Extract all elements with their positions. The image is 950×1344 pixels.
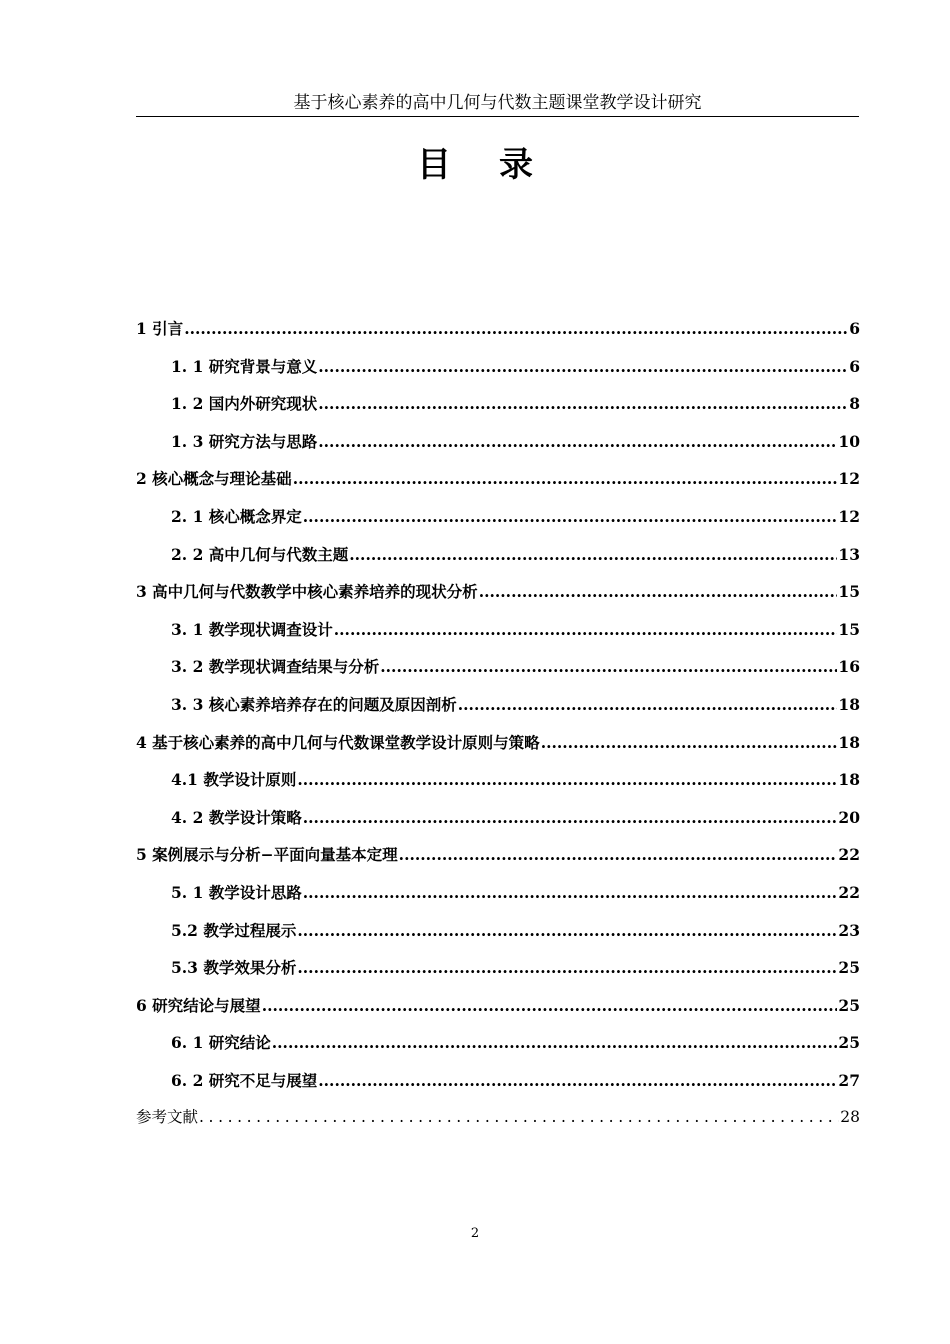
toc-entry-section-5-1[interactable] bbox=[136, 874, 860, 912]
page-title: 目录 bbox=[417, 145, 581, 185]
toc-entry-section-5-3[interactable] bbox=[136, 949, 860, 987]
toc-leader-dots bbox=[318, 385, 848, 423]
toc-leader-dots bbox=[262, 987, 838, 1025]
toc-entry-page: 22 bbox=[838, 882, 860, 902]
toc-leader-dots bbox=[184, 310, 848, 348]
toc-entry-section-4-2[interactable] bbox=[136, 799, 860, 837]
toc-leader-dots bbox=[297, 761, 837, 799]
toc-entry-label: 4 基于核心素养的高中几何与代数课堂教学设计原则与策略 bbox=[136, 732, 540, 752]
toc-entry-page: 22 bbox=[838, 845, 860, 865]
toc-entry-label: 5. 1 教学设计思路 bbox=[171, 882, 302, 902]
toc-leader-dots bbox=[334, 611, 838, 649]
toc-leader-dots bbox=[318, 423, 837, 461]
toc-entry-section-1-3[interactable] bbox=[136, 423, 860, 461]
toc-entry-label: 4.1 教学设计原则 bbox=[171, 770, 297, 790]
toc-entry-section-3-3[interactable] bbox=[136, 686, 860, 724]
toc-leader-dots bbox=[541, 724, 838, 762]
toc-entry-page: 18 bbox=[838, 770, 860, 790]
toc-entry-page: 10 bbox=[838, 431, 860, 451]
toc-entry-page: 25 bbox=[838, 1033, 860, 1053]
toc-leader-dots bbox=[293, 460, 838, 498]
toc-entry-label: 3. 1 教学现状调查设计 bbox=[171, 619, 333, 639]
toc-entry-label: 1. 3 研究方法与思路 bbox=[171, 431, 318, 451]
toc-entry-section-4-1[interactable] bbox=[136, 761, 860, 799]
toc-entry-label: 2. 1 核心概念界定 bbox=[171, 506, 302, 526]
toc-entry-chapter-2[interactable] bbox=[136, 460, 860, 498]
toc-entry-label: 2. 2 高中几何与代数主题 bbox=[171, 544, 349, 564]
toc-entry-label: 4. 2 教学设计策略 bbox=[171, 807, 302, 827]
toc-leader-dots bbox=[272, 1024, 838, 1062]
table-of-contents bbox=[136, 310, 860, 1137]
toc-entry-section-2-2[interactable] bbox=[136, 536, 860, 574]
toc-leader-dots bbox=[303, 498, 838, 536]
toc-leader-dots bbox=[380, 648, 837, 686]
toc-entry-page: 13 bbox=[838, 544, 860, 564]
toc-entry-page: 8 bbox=[849, 394, 860, 414]
toc-entry-page: 18 bbox=[838, 694, 860, 714]
toc-entry-page: 12 bbox=[838, 506, 860, 526]
toc-entry-page: 12 bbox=[838, 469, 860, 489]
toc-entry-section-6-2[interactable] bbox=[136, 1062, 860, 1100]
toc-entry-page: 28 bbox=[840, 1108, 860, 1127]
toc-entry-page: 27 bbox=[838, 1070, 860, 1090]
running-header: 基于核心素养的高中几何与代数主题课堂教学设计研究 bbox=[293, 93, 702, 113]
toc-entry-section-1-1[interactable] bbox=[136, 348, 860, 386]
toc-entry-label: 5.3 教学效果分析 bbox=[171, 958, 297, 978]
toc-entry-section-3-2[interactable] bbox=[136, 648, 860, 686]
toc-entry-label: 5.2 教学过程展示 bbox=[171, 920, 297, 940]
toc-entry-label: 1 引言 bbox=[136, 319, 184, 338]
toc-entry-chapter-5[interactable] bbox=[136, 836, 860, 874]
toc-entry-page: 18 bbox=[838, 732, 860, 752]
toc-entry-label: 3. 2 教学现状调查结果与分析 bbox=[171, 657, 380, 677]
toc-leader-dots bbox=[399, 836, 838, 874]
toc-entry-label: 6. 2 研究不足与展望 bbox=[171, 1070, 318, 1090]
toc-entry-section-1-2[interactable] bbox=[136, 385, 860, 423]
toc-entry-page: 20 bbox=[838, 807, 860, 827]
toc-entry-section-3-1[interactable] bbox=[136, 611, 860, 649]
toc-leader-dots bbox=[318, 1062, 837, 1100]
toc-leader-dots bbox=[199, 1099, 839, 1137]
toc-entry-page: 23 bbox=[838, 920, 860, 940]
toc-entry-label: 3 高中几何与代数教学中核心素养培养的现状分析 bbox=[136, 582, 478, 602]
toc-entry-section-6-1[interactable] bbox=[136, 1024, 860, 1062]
toc-entry-page: 6 bbox=[849, 319, 860, 338]
toc-entry-label: 5 案例展示与分析−平面向量基本定理 bbox=[136, 845, 398, 865]
toc-entry-page: 25 bbox=[838, 995, 860, 1015]
toc-entry-section-5-2[interactable] bbox=[136, 912, 860, 950]
toc-leader-dots bbox=[297, 949, 837, 987]
toc-entry-label: 6 研究结论与展望 bbox=[136, 995, 261, 1015]
toc-entry-page: 25 bbox=[838, 958, 860, 978]
toc-entry-label: 1. 2 国内外研究现状 bbox=[171, 394, 318, 414]
toc-entry-chapter-4[interactable] bbox=[136, 724, 860, 762]
toc-leader-dots bbox=[349, 536, 837, 574]
header-rule bbox=[136, 116, 859, 117]
toc-entry-label: 6. 1 研究结论 bbox=[171, 1033, 271, 1053]
toc-entry-label: 2 核心概念与理论基础 bbox=[136, 469, 292, 489]
toc-entry-page: 15 bbox=[838, 619, 860, 639]
toc-leader-dots bbox=[479, 573, 838, 611]
page-number: 2 bbox=[470, 1226, 480, 1241]
toc-entry-label: 参考文献 bbox=[136, 1108, 199, 1127]
toc-leader-dots bbox=[297, 912, 837, 950]
toc-leader-dots bbox=[303, 799, 838, 837]
toc-entry-section-2-1[interactable] bbox=[136, 498, 860, 536]
toc-entry-page: 6 bbox=[849, 356, 860, 376]
toc-leader-dots bbox=[318, 348, 848, 386]
toc-entry-label: 3. 3 核心素养培养存在的问题及原因剖析 bbox=[171, 694, 457, 714]
toc-entry-chapter-1[interactable] bbox=[136, 310, 860, 348]
toc-leader-dots bbox=[303, 874, 838, 912]
toc-entry-references[interactable] bbox=[136, 1099, 860, 1137]
toc-entry-chapter-3[interactable] bbox=[136, 573, 860, 611]
toc-leader-dots bbox=[458, 686, 838, 724]
toc-entry-page: 15 bbox=[838, 582, 860, 602]
toc-entry-label: 1. 1 研究背景与意义 bbox=[171, 356, 318, 376]
toc-entry-chapter-6[interactable] bbox=[136, 987, 860, 1025]
toc-entry-page: 16 bbox=[838, 657, 860, 677]
